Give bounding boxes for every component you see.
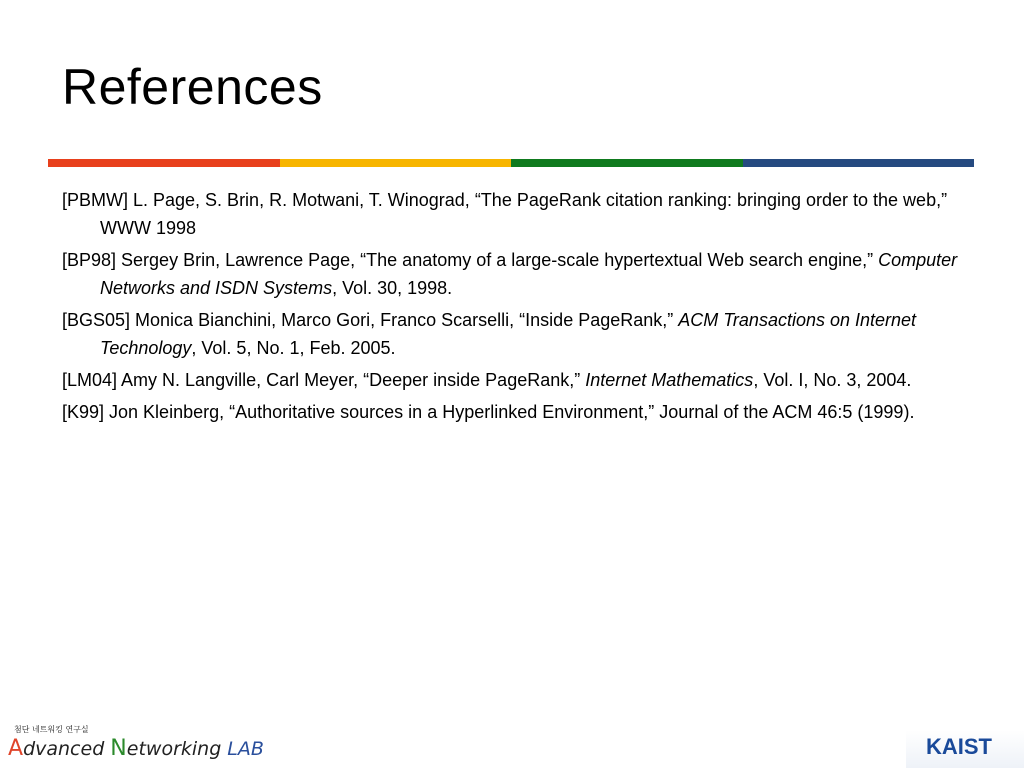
slide-title: References xyxy=(62,59,323,115)
lab-logo-korean: 첨단 네트워킹 연구실 xyxy=(14,725,89,734)
reference-list xyxy=(62,186,967,430)
lab-logo-text xyxy=(8,736,264,761)
divider-blue xyxy=(743,159,975,167)
reference-item xyxy=(62,186,967,242)
reference-venue: Internet Mathematics xyxy=(585,370,754,390)
lab-logo-dvanced: dvanced xyxy=(23,738,111,760)
reference-text: [LM04] Amy N. Langville, Carl Meyer, “Deeper inside PageRank,” xyxy=(62,370,586,390)
kaist-logo-text: KAIST xyxy=(926,734,992,759)
reference-venue: Computer Networks and ISDN Systems xyxy=(100,250,958,298)
lab-logo-lab: LAB xyxy=(227,738,264,760)
title-divider xyxy=(48,159,974,167)
reference-details: , Vol. 5, No. 1, Feb. 2005. xyxy=(191,338,396,358)
lab-logo-a: A xyxy=(8,736,24,761)
divider-red xyxy=(48,159,280,167)
divider-green xyxy=(511,159,743,167)
divider-yellow xyxy=(280,159,512,167)
reference-text: [PBMW] L. Page, S. Brin, R. Motwani, T. Winograd, “The PageRank citation ranking: bringing order to the web,” WWW 1998 xyxy=(62,190,948,238)
reference-item xyxy=(62,366,967,394)
reference-text: [K99] Jon Kleinberg, “Authoritative sources in a Hyperlinked Environment,” Journal of the ACM 46:5 (1999). xyxy=(62,402,915,422)
lab-logo-n: N xyxy=(110,736,127,761)
reference-text: [BGS05] Monica Bianchini, Marco Gori, Franco Scarselli, “Inside PageRank,” xyxy=(62,310,679,330)
lab-logo-etworking: etworking xyxy=(126,738,222,760)
reference-item xyxy=(62,306,967,362)
reference-details: , Vol. I, No. 3, 2004. xyxy=(753,370,912,390)
lab-logo xyxy=(8,724,264,764)
reference-item xyxy=(62,246,967,302)
reference-details: , Vol. 30, 1998. xyxy=(332,278,453,298)
kaist-logo xyxy=(906,730,1024,768)
reference-item xyxy=(62,398,967,426)
reference-text: [BP98] Sergey Brin, Lawrence Page, “The anatomy of a large-scale hypertextual Web search engine,” xyxy=(62,250,879,270)
reference-venue: ACM Transactions on Internet Technology xyxy=(100,310,917,358)
